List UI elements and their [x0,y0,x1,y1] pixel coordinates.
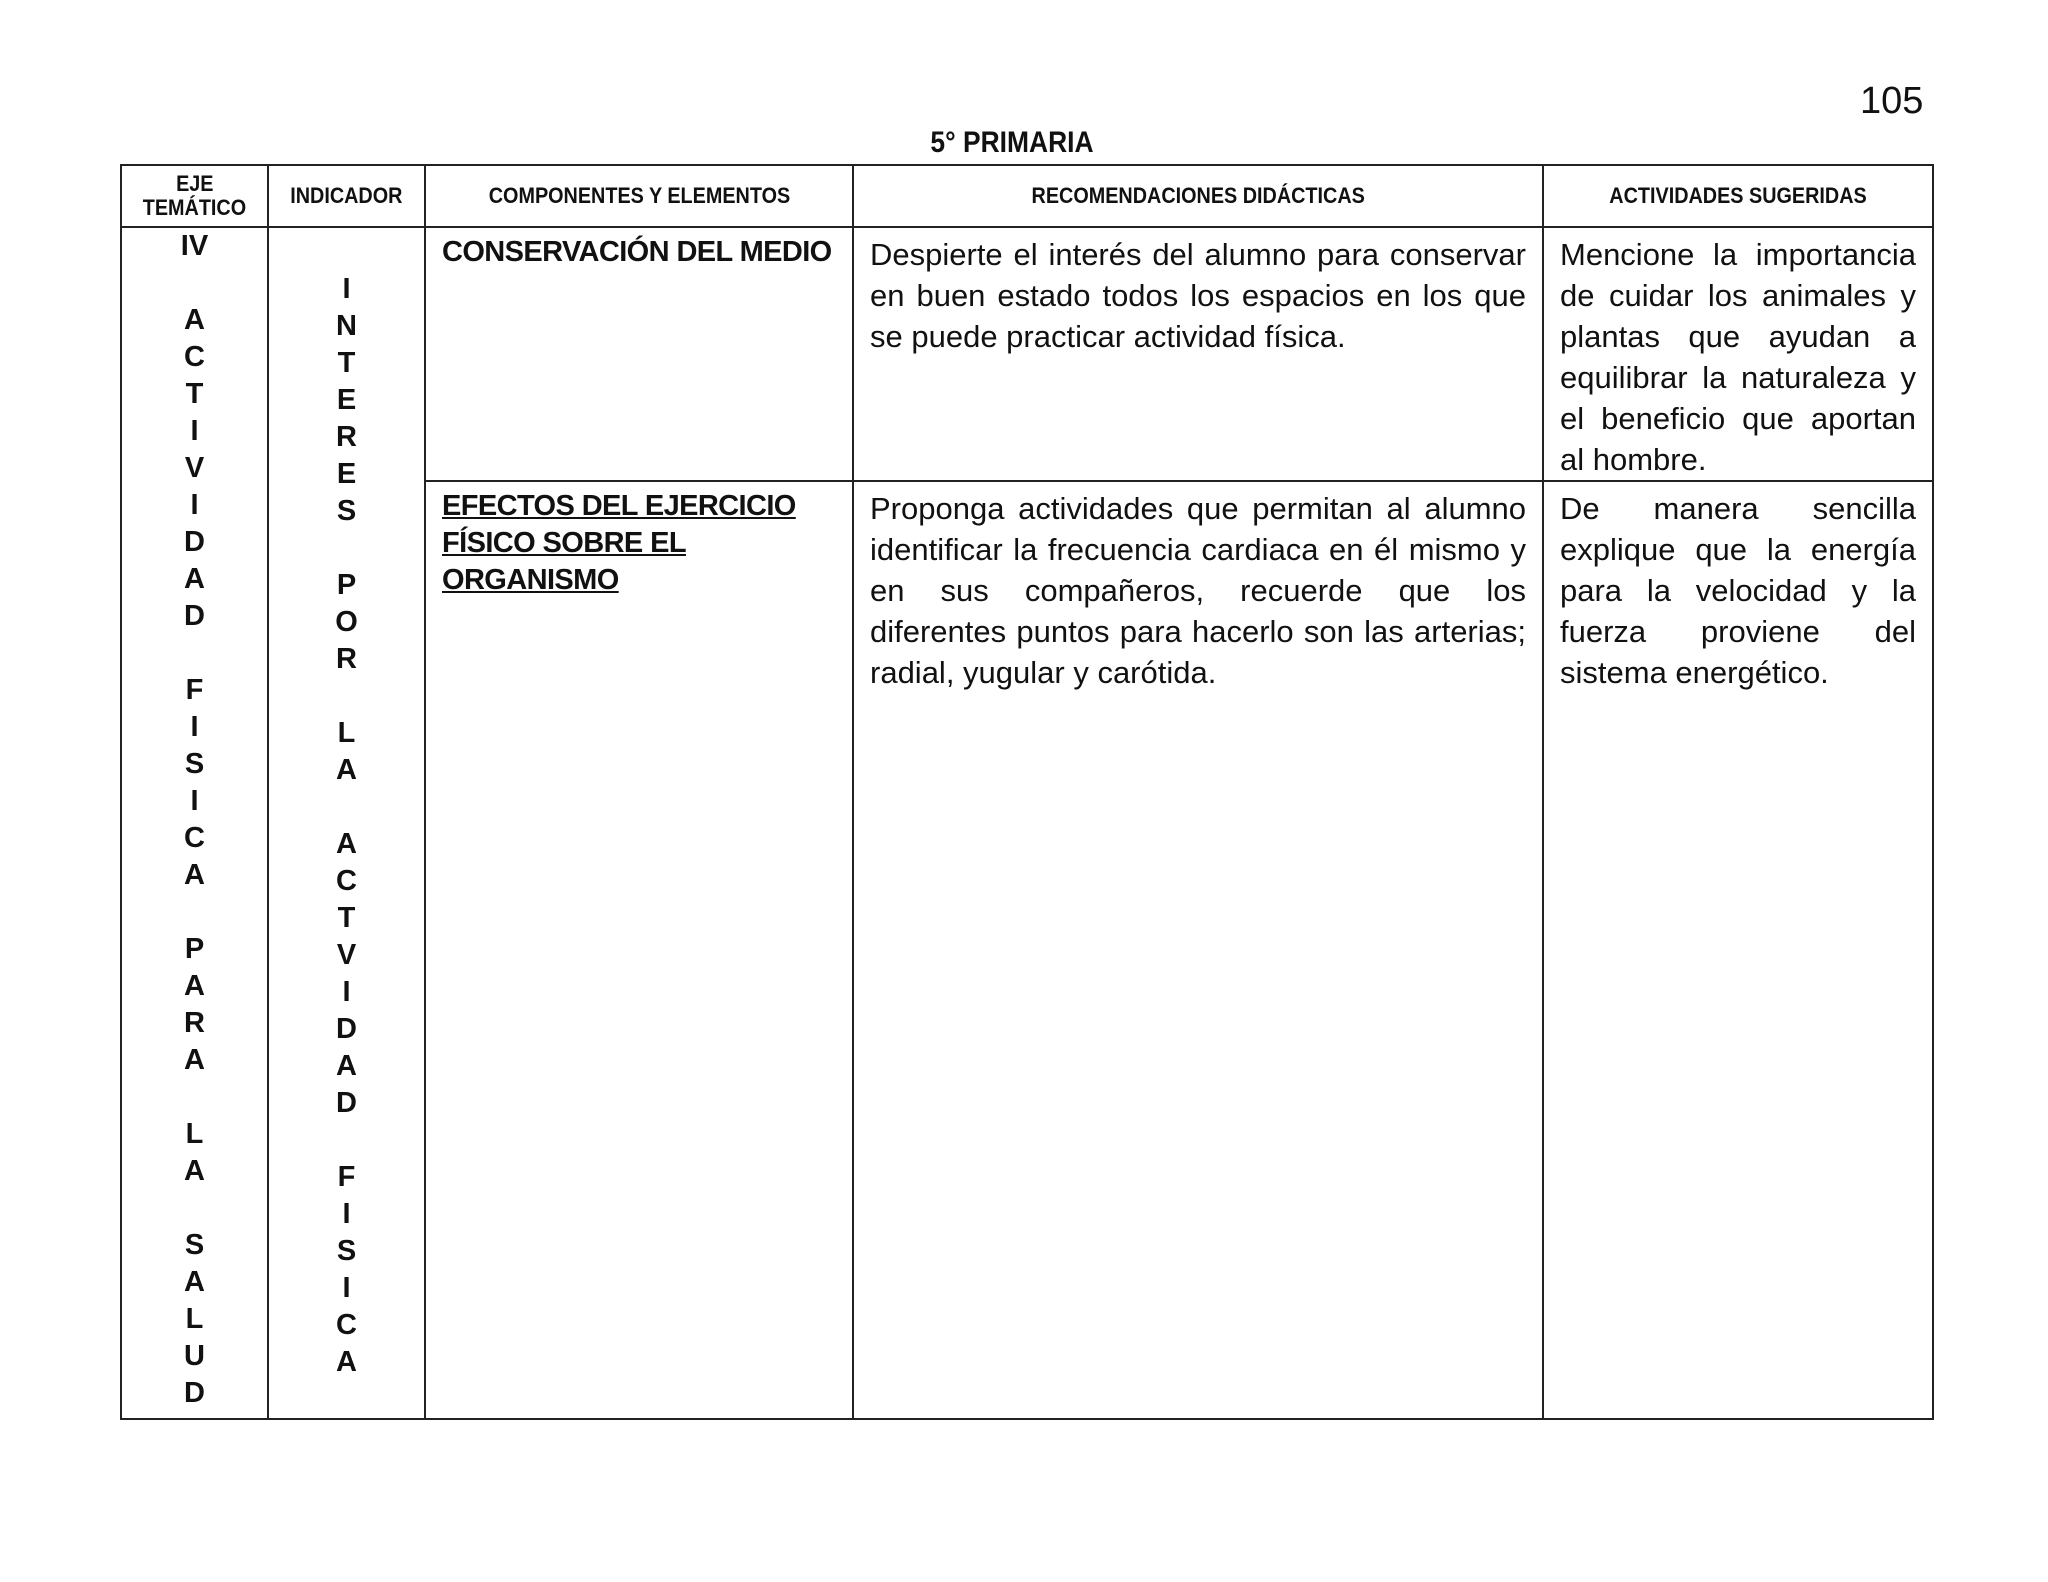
header-actividades: ACTIVIDADES SUGERIDAS [1543,165,1933,227]
indicador-letter: E [336,384,357,416]
table-row [121,227,1933,481]
eje-letter: D [184,526,205,558]
indicador-letter: T [337,347,356,379]
indicador-letter: I [342,1272,351,1304]
header-recomendaciones: RECOMENDACIONES DIDÁCTICAS [853,165,1543,227]
recomendacion-cell [853,481,1543,1419]
eje-letter: A [184,1155,205,1187]
indicador-letter: I [342,273,351,305]
eje-letter: C [184,341,205,373]
eje-letter: IV [180,230,209,262]
curriculum-table [120,164,1934,1420]
indicador-letter: C [336,865,357,897]
eje-letter: A [184,1044,205,1076]
eje-letter: A [184,563,205,595]
eje-letter: D [184,1377,205,1409]
componente-conservacion: CONSERVACIÓN DEL MEDIO [442,236,832,268]
grade-title: 5° PRIMARIA [930,126,1094,159]
eje-letter: I [190,785,199,817]
eje-letter: D [184,600,205,632]
indicador-letter: A [336,1050,357,1082]
indicador-letter: P [336,569,357,601]
eje-letter: C [184,822,205,854]
page-number: 105 [1860,80,1924,122]
header-indicador: INDICADOR [268,165,425,227]
actividad-text: De manera sencilla explique que la energía para la velocidad y la fuerza proviene del sistema energético. [1560,491,1916,690]
indicador-letter: R [336,643,357,675]
indicador-letter: A [336,828,357,860]
recomendacion-text: Despierte el interés del alumno para conservar en buen estado todos los espacios en los que se puede practicar actividad física. [870,237,1526,354]
eje-letter: A [184,304,205,336]
eje-letter: S [184,748,205,780]
eje-letter: P [184,933,205,965]
recomendacion-cell [853,227,1543,481]
indicador-letter: E [336,458,357,490]
header-eje-tematico [121,165,268,227]
actividad-cell [1543,227,1933,481]
header-componentes: COMPONENTES Y ELEMENTOS [425,165,853,227]
indicador-letter: V [336,939,357,971]
eje-letter: I [190,415,199,447]
eje-tematico-cell [121,227,268,1419]
componente-cell [425,227,853,481]
indicador-letter: A [336,754,357,786]
eje-letter: L [185,1118,204,1150]
componente-efectos: EFECTOS DEL EJERCICIO FÍSICO SOBRE EL ORGANISMO [442,490,796,596]
eje-letter: R [184,1007,205,1039]
indicador-letter: R [336,421,357,453]
recomendacion-text: Proponga actividades que permitan al alumno identificar la frecuencia cardiaca en él mismo y en sus compañeros, recuerde que los diferentes puntos para hacerlo son las arterias; radial, yugular y carótida. [870,491,1526,690]
indicador-letter: F [337,1161,356,1193]
eje-letter: A [184,859,205,891]
indicador-letter: T [337,902,356,934]
indicador-letter: A [336,1346,357,1378]
indicador-letter: S [336,1235,357,1267]
indicador-letter: N [336,310,357,342]
indicador-letter: C [336,1309,357,1341]
indicador-letter: I [342,1198,351,1230]
eje-letter: I [190,711,199,743]
componente-cell [425,481,853,1419]
indicador-letter: I [342,976,351,1008]
actividad-cell [1543,481,1933,1419]
header-eje-line1: EJE [175,171,214,196]
eje-letter: F [185,674,204,706]
eje-letter: V [184,452,205,484]
indicador-letter: D [336,1013,357,1045]
indicador-letter: D [336,1087,357,1119]
actividad-text: Mencione la importancia de cuidar los animales y plantas que ayudan a equilibrar la naturaleza y el beneficio que aportan al hombre. [1560,237,1916,477]
eje-letter: S [184,1229,205,1261]
indicador-letter: S [336,495,357,527]
header-eje-line2: TEMÁTICO [142,195,247,220]
eje-letter: U [184,1340,205,1372]
eje-letter: A [184,970,205,1002]
eje-tematico-vertical-text [122,228,267,1412]
indicador-cell [268,227,425,1419]
eje-letter: I [190,489,199,521]
eje-letter: A [184,1266,205,1298]
eje-letter: L [185,1303,204,1335]
eje-letter: T [185,378,204,410]
indicador-letter: O [335,606,358,638]
indicador-vertical-text [269,228,424,1381]
indicador-letter: L [337,717,356,749]
header-row [121,165,1933,227]
